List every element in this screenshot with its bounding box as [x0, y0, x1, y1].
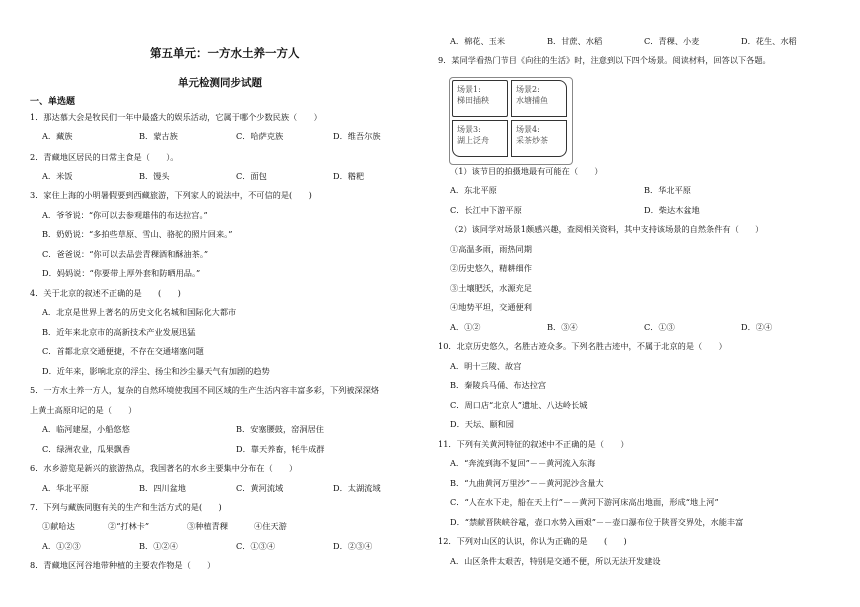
statement-2: ②历史悠久，精耕细作: [450, 263, 532, 273]
option-b: B．近年来北京市的高新技术产业发展迅猛: [42, 327, 196, 337]
question-5: 5．一方水土养一方人，复杂的自然环境使我国不同区域的生产生活内容丰富多彩，下列被深深烙: [30, 385, 380, 395]
option-a: A．山区条件太艰苦，特别是交通不便，所以无法开发建设: [450, 556, 661, 566]
question-2: 2．青藏地区居民的日常主食是（ ）。: [30, 152, 179, 162]
statement-2: ②“打林卡”: [108, 521, 150, 531]
option-a: A．北京是世界上著名的历史文化名城和国际化大都市: [42, 307, 237, 317]
question-4: 4．关于北京的叙述不正确的是 ( ): [30, 288, 181, 298]
option-b: B．③④: [547, 322, 578, 332]
option-d: D．靠天养畜，牦牛成群: [236, 444, 325, 454]
scene-3: [452, 120, 508, 157]
statement-4: ④住天游: [254, 521, 287, 531]
option-d: D．太湖流域: [333, 483, 381, 493]
question-12: 12．下列对山区的认识，你认为正确的是 ( ): [438, 536, 627, 546]
option-c: C．爸爸说：“你可以去品尝青稞酒和酥油茶。”: [42, 249, 209, 259]
option-b: B．“九曲黄河万里沙”－－黄河泥沙含量大: [450, 478, 604, 488]
option-d: D．近年来，影响北京的浮尘、扬尘和沙尘暴天气有加剧的趋势: [42, 366, 270, 376]
option-d: D．柴达木盆地: [644, 205, 700, 215]
option-c: C．首都北京交通便捷，不存在交通堵塞问题: [42, 346, 204, 356]
option-d: D．糌粑: [333, 171, 365, 181]
option-a: A．棉花、玉米: [450, 36, 506, 46]
option-d: D．“禁献晋陕峡谷鼋，壶口水势入画艰”－－壶口瀑布位于陕晋交界处，水能丰富: [450, 517, 744, 527]
option-a: A．爷爷说：“你可以去参观雄伟的布达拉宫。”: [42, 210, 208, 220]
option-a: A．①②③: [42, 541, 81, 551]
option-c: C．青稞、小麦: [644, 36, 700, 46]
option-c: C．长江中下游平原: [450, 205, 522, 215]
option-a: A．东北平原: [450, 185, 497, 195]
option-b: B．华北平原: [644, 185, 691, 195]
option-a: A．临河建屋，小船悠悠: [42, 424, 130, 434]
option-c: C．①③: [644, 322, 675, 332]
question-8: 8．青藏地区河谷地带种植的主要农作物是（ ）: [30, 560, 216, 570]
option-b: B．甘蔗、水稻: [547, 36, 603, 46]
scene-label: 场景2:: [516, 85, 540, 94]
section-heading: 一、单选题: [30, 97, 76, 107]
scene-1: [452, 80, 508, 117]
option-a: A．华北平原: [42, 483, 89, 493]
option-b: B．蒙古族: [139, 131, 178, 141]
question-6: 6．水乡游览是新兴的旅游热点，我国著名的水乡主要集中分布在（ ）: [30, 463, 298, 473]
question-9: 9．某同学看热门节目《向往的生活》时，注意到以下四个场景。阅读材料，回答以下各题。: [438, 55, 771, 65]
option-a: A．①②: [450, 322, 481, 332]
question-11: 11．下列有关黄河特征的叙述中不正确的是（ ）: [438, 439, 629, 449]
scene-text: 梯田插秧: [457, 96, 489, 105]
option-b: B．秦陵兵马俑、布达拉宫: [450, 380, 547, 390]
scene-text: 采茶炒茶: [516, 136, 548, 145]
question-1: 1．那达慕大会是牧民们一年中最盛大的娱乐活动，它属于哪个少数民族（ ）: [30, 112, 322, 122]
scene-label: 场景1:: [457, 85, 481, 94]
page-subtitle: 单元检测同步试题: [178, 77, 262, 89]
option-b: B．安塞腰鼓，窑洞居住: [236, 424, 324, 434]
option-d: D．②④: [741, 322, 773, 332]
option-d: D．妈妈说：“你要带上厚外套和防晒用品。”: [42, 268, 201, 278]
scene-diagram: [452, 80, 570, 162]
option-d: D．维吾尔族: [333, 131, 381, 141]
question-5-cont: 上黄土高原印记的是（ ）: [30, 405, 137, 415]
option-b: B．奶奶说：“多拍些草原、雪山、骆驼的照片回来。”: [42, 229, 233, 239]
statement-1: ①高温多雨，雨热同期: [450, 244, 532, 254]
statement-1: ①献哈达: [42, 521, 75, 531]
option-c: C．“人在水下走，船在天上行”－－黄河下游河床高出地面，形成“地上河”: [450, 497, 719, 507]
option-a: A．明十三陵、故宫: [450, 361, 522, 371]
option-a: A．“奔流到海不复回”－－黄河流入东海: [450, 458, 596, 468]
sub-question-2: （2）该同学对场景1颇感兴趣，查阅相关资料，其中支持该场景的自然条件有（ ）: [450, 224, 764, 234]
option-b: B．馒头: [139, 171, 170, 181]
option-b: B．①②④: [139, 541, 178, 551]
option-c: C．黄河流域: [236, 483, 284, 493]
question-10: 10．北京历史悠久，名胜古迹众多。下列名胜古迹中，不属于北京的是（ ）: [438, 341, 727, 351]
page-title: 第五单元：一方水土养一方人: [150, 46, 300, 60]
option-c: C．①③④: [236, 541, 276, 551]
statement-3: ③土壤肥沃，水源充足: [450, 283, 532, 293]
option-c: C．哈萨克族: [236, 131, 284, 141]
option-b: B．四川盆地: [139, 483, 186, 493]
option-c: C．绿洲农业，瓜果飘香: [42, 444, 131, 454]
question-3: 3．家住上海的小明暑假要到西藏旅游，下列家人的说法中，不可信的是( ): [30, 190, 312, 200]
option-d: D．天坛、颐和园: [450, 419, 514, 429]
option-c: C．周口店“北京人”遗址、八达岭长城: [450, 400, 588, 410]
statement-3: ③种植青稞: [187, 521, 228, 531]
scene-4: [511, 120, 567, 157]
option-d: D．花生、水稻: [741, 36, 797, 46]
scene-text: 湖上泛舟: [457, 136, 489, 145]
sub-question-1: （1）该节目的拍摄地最有可能在（ ）: [450, 166, 603, 176]
option-a: A．藏族: [42, 131, 73, 141]
scene-text: 水塘捕鱼: [516, 96, 548, 105]
scene-2: [511, 80, 567, 117]
option-a: A．米饭: [42, 171, 73, 181]
question-7: 7．下列与藏族同胞有关的生产和生活方式的是( ): [30, 502, 222, 512]
scene-label: 场景4:: [516, 125, 540, 134]
statement-4: ④地势平坦，交通便利: [450, 302, 532, 312]
option-d: D．②③④: [333, 541, 373, 551]
option-c: C．面包: [236, 171, 267, 181]
scene-label: 场景3:: [457, 125, 481, 134]
